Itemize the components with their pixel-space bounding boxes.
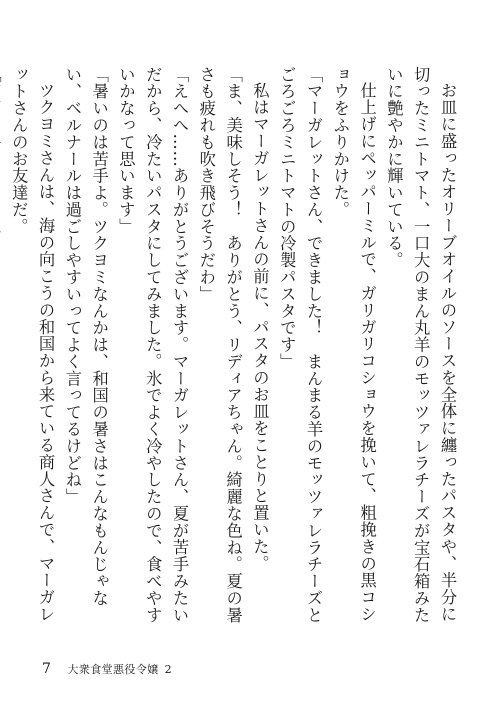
paragraph: ツクヨミさんは、海の向こうの和国から来ている商人さんで、マーガレットさんのお友達だ。 bbox=[9, 66, 56, 623]
dialogue-paragraph: 「ま、美味しそう！ ありがとう、リディアちゃん。綺麗な色ね。夏の暑さも疲れも吹き飛びそうだわ」 bbox=[196, 66, 243, 624]
dialogue-paragraph: 「暑いのは苦手よ。ツクヨミなんかは、和国の暑さはこんなもんじゃない、ベルナールは過ごしやすいってよく言ってるけどね」 bbox=[62, 66, 109, 607]
dialogue-paragraph: 「マーガレットさん、できました！ まんまる羊のモッツァレラチーズとごろごろミニトマトの冷製パスタです」 bbox=[277, 66, 324, 624]
paragraph: 仕上げにペッパーミルで、ガリガリコショウを挽いて、粗挽きの黒コショウをふりかけた。 bbox=[330, 66, 377, 623]
volume-number: 2 bbox=[164, 663, 173, 676]
paragraph: お皿に盛ったオリーブオイルのソースを全体に纏ったパスタや、半分に切ったミニトマト、一口大のまん丸羊のモッツァレラチーズが宝石箱みたいに艶やかに輝いている。 bbox=[384, 66, 457, 624]
paragraph: 私はマーガレットさんの前に、パスタのお皿をことりと置いた。 bbox=[250, 82, 270, 573]
body-text bbox=[0, 66, 460, 626]
book-title bbox=[67, 661, 172, 677]
dialogue-paragraph: 「えへへ……ありがとうございます。マーガレットさん、夏が苦手みたいだから、冷たいパスタにしてみました。氷でよく冷やしたので、食べやすいかなって思います」 bbox=[116, 66, 190, 624]
page-footer bbox=[42, 661, 172, 677]
dialogue-paragraph bbox=[0, 66, 4, 626]
page-number: 7 bbox=[42, 661, 52, 677]
book-title-text: 大衆食堂悪役令嬢 bbox=[67, 663, 159, 676]
